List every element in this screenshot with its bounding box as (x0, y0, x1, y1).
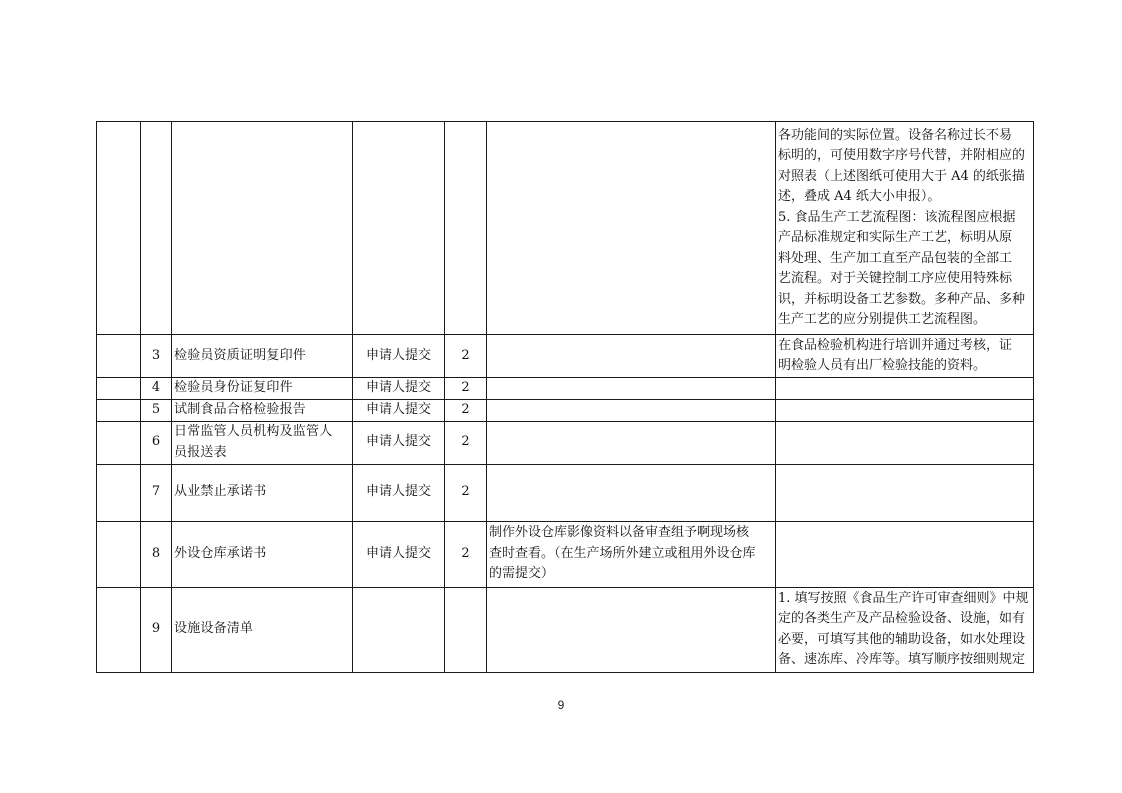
material-name-cell (172, 464, 353, 521)
note-cell (776, 378, 1034, 400)
row-number-cell: 3 (141, 335, 172, 378)
row-number-cell: 9 (141, 587, 172, 672)
note-line: 产品标准规定和实际生产工艺，标明从原 (778, 230, 1013, 245)
material-name-cell (172, 421, 353, 464)
note-line: 5. 食品生产工艺流程图：该流程图应根据 (778, 209, 1016, 225)
requirement-cell (487, 421, 776, 464)
outer-blank-cell (97, 521, 141, 587)
row-number-cell: 6 (141, 421, 172, 464)
source-cell: 申请人提交 (353, 335, 445, 378)
material-name: 检验员身份证复印件 (174, 380, 293, 395)
copies-cell (445, 587, 487, 672)
note-cell (776, 464, 1034, 521)
material-name-cell (172, 378, 353, 400)
table-row (97, 399, 1034, 421)
note-cell (776, 521, 1034, 587)
note-line: 生产工艺的应分别提供工艺流程图。 (778, 312, 987, 327)
note-line: 各功能间的实际位置。设备名称过长不易 (778, 127, 1013, 143)
note-line: 在食品检验机构进行培训并通过考核，证 (778, 337, 1013, 353)
table-row (97, 122, 1034, 335)
note-cell (776, 122, 1034, 335)
note-cell (776, 399, 1034, 421)
note-line: 艺流程。对于关键控制工序应使用特殊标 (778, 271, 1013, 286)
note-line: 定的各类生产及产品检验设备、设施，如有 (778, 611, 1026, 626)
material-name: 检验员资质证明复印件 (174, 347, 307, 363)
requirement-cell (487, 587, 776, 672)
material-name: 设施设备清单 (174, 621, 254, 637)
source-cell: 申请人提交 (353, 421, 445, 464)
page-number: 9 (557, 698, 565, 712)
copies-cell: 2 (445, 399, 487, 421)
note-cell (776, 587, 1034, 672)
source-cell: 申请人提交 (353, 378, 445, 400)
copies-cell (445, 122, 487, 335)
material-name: 日常监管人员机构及监管人 (174, 424, 333, 439)
note-cell (776, 421, 1034, 464)
material-name-cell (172, 335, 353, 378)
outer-blank-cell (97, 378, 141, 400)
source-cell: 申请人提交 (353, 464, 445, 521)
material-name-cell (172, 521, 353, 587)
table-row (97, 587, 1034, 672)
note-line: 对照表（上述图纸可使用大于 A4 的纸张描 (778, 168, 1025, 184)
note-line: 识，并标明设备工艺参数。多种产品、多种 (778, 291, 1026, 307)
requirement-line: 查时查看。（在生产场所外建立或租用外设仓库 (489, 545, 756, 561)
row-number-cell: 8 (141, 521, 172, 587)
requirement-cell (487, 399, 776, 421)
table-row (97, 421, 1034, 464)
note-line: 明检验人员有出厂检验技能的资料。 (778, 358, 987, 373)
materials-table-body (97, 122, 1034, 673)
outer-blank-cell (97, 122, 141, 335)
material-name-cell (172, 122, 353, 335)
outer-blank-cell (97, 335, 141, 378)
note-cell (776, 335, 1034, 378)
note-line: 1. 填写按照《食品生产许可审查细则》中规 (778, 590, 1029, 606)
source-cell (353, 587, 445, 672)
source-cell: 申请人提交 (353, 521, 445, 587)
requirement-cell (487, 521, 776, 587)
row-number-cell: 5 (141, 399, 172, 421)
copies-cell: 2 (445, 335, 487, 378)
material-name: 从业禁止承诺书 (174, 484, 267, 500)
outer-blank-cell (97, 464, 141, 521)
requirement-line: 制作外设仓库影像资料以备审查组予啊现场核 (489, 525, 750, 541)
table-row (97, 335, 1034, 378)
material-name: 试制食品合格检验报告 (174, 401, 307, 417)
copies-cell: 2 (445, 464, 487, 521)
requirement-cell (487, 335, 776, 378)
material-name: 外设仓库承诺书 (174, 545, 267, 561)
row-number-cell: 7 (141, 464, 172, 521)
requirement-cell (487, 122, 776, 335)
outer-blank-cell (97, 399, 141, 421)
note-line: 备、速冻库、冷库等。填写顺序按细则规定 (778, 652, 1026, 667)
copies-cell: 2 (445, 521, 487, 587)
requirement-cell (487, 464, 776, 521)
table-row (97, 378, 1034, 400)
table-row (97, 521, 1034, 587)
outer-blank-cell (97, 421, 141, 464)
material-name-cell (172, 399, 353, 421)
requirement-line: 的需提交） (489, 566, 555, 582)
material-name: 员报送表 (174, 444, 227, 460)
outer-blank-cell (97, 587, 141, 672)
note-line: 必要，可填写其他的辅助设备，如水处理设 (778, 631, 1026, 647)
source-cell: 申请人提交 (353, 399, 445, 421)
material-name-cell (172, 587, 353, 672)
row-number-cell (141, 122, 172, 335)
note-line: 标明的，可使用数字序号代替，并附相应的 (778, 148, 1026, 163)
table-row (97, 464, 1034, 521)
note-line: 述，叠成 A4 纸大小申报）。 (778, 189, 941, 204)
materials-table (96, 121, 1034, 673)
requirement-cell (487, 378, 776, 400)
row-number-cell: 4 (141, 378, 172, 400)
source-cell (353, 122, 445, 335)
copies-cell: 2 (445, 378, 487, 400)
copies-cell: 2 (445, 421, 487, 464)
note-line: 料处理、生产加工直至产品包装的全部工 (778, 250, 1013, 266)
